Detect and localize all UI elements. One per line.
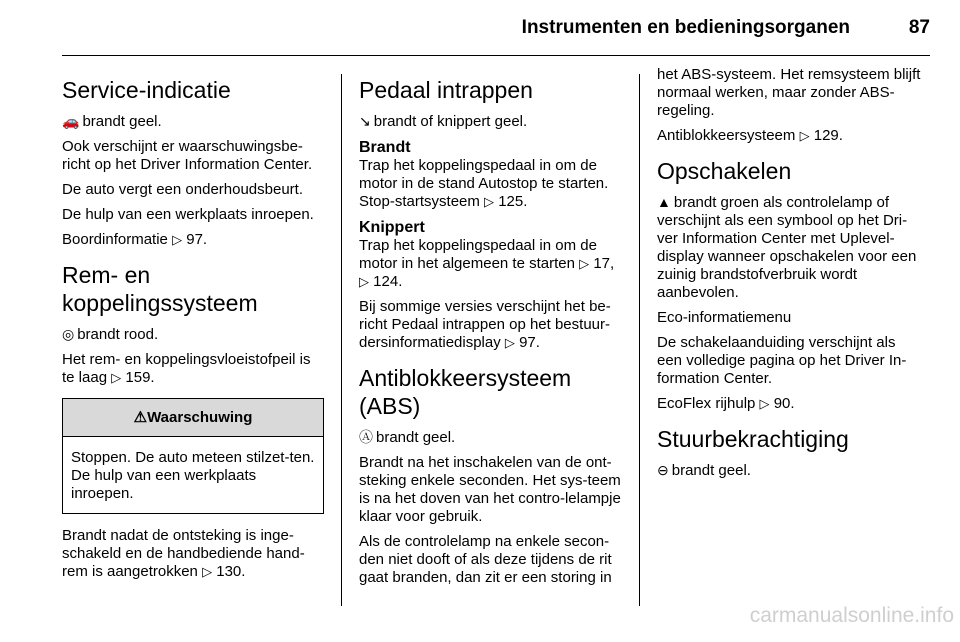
pedal-indicator-line: ↘ brandt of knippert geel. xyxy=(359,113,528,130)
brake-indicator-line: ◎ brandt rood. xyxy=(62,326,159,343)
column-3 xyxy=(657,66,922,487)
page-ref-icon: ▷ xyxy=(202,564,213,579)
column-2 xyxy=(359,66,621,594)
shift-up-icon: ▲ xyxy=(657,194,671,210)
service-p3: De hulp van een werkplaats inroepen. xyxy=(62,206,314,223)
subheading-brandt: Brandt xyxy=(359,139,411,156)
service-indicator-line: 🚗 brandt geel. xyxy=(62,113,162,130)
abs-p2: Als de controlelamp na enkele secon-den niet dooft of als deze tijdens de rit gaat branden, dan zit er een storing in xyxy=(359,533,612,586)
section-heading-pedal: Pedaal intrappen xyxy=(359,77,533,103)
abs-ref: Antiblokkeersysteem ▷ 129. xyxy=(657,127,843,144)
pedal-sub1-text: Trap het koppelingspedaal in om de motor in de stand Autostop te starten. Stop-startsysteem ▷ 125. xyxy=(359,157,609,210)
abs-p1: Brandt na het inschakelen van de ont-steking enkele seconden. Het sys-teem is na het doven van het contro-lelampje klaar voor gebruik. xyxy=(359,454,621,525)
page-ref-icon: ▷ xyxy=(172,232,183,247)
wrench-car-icon: 🚗 xyxy=(62,113,80,129)
pedal-icon: ↘ xyxy=(359,113,371,129)
service-p1: Ook verschijnt er waarschuwingsbe-richt op het Driver Information Center. xyxy=(62,138,313,173)
shift-p3: EcoFlex rijhulp ▷ 90. xyxy=(657,395,795,412)
steering-warning-icon: ⊖ xyxy=(657,462,669,478)
section-heading-shift: Opschakelen xyxy=(657,158,792,184)
brake-warning-icon: ◎ xyxy=(62,326,75,342)
header-divider xyxy=(62,55,930,56)
page-ref-icon: ▷ xyxy=(504,335,515,350)
section-heading-service: Service-indicatie xyxy=(62,77,231,103)
warning-header: ⚠Waarschuwing xyxy=(63,399,323,437)
abs-icon: Ⓐ xyxy=(359,429,373,445)
page-ref-icon: ▷ xyxy=(484,194,495,209)
service-p2: De auto vergt een onderhoudsbeurt. xyxy=(62,181,304,198)
shift-indicator-line: ▲ brandt groen als controlelamp of verschijnt als een symbool op het Dri-ver Information Center met Uplevel-display wanneer opschakelen voor een zuinig brandstofverbruik wordt aanbevolen. xyxy=(657,194,917,301)
column-divider-2 xyxy=(639,74,640,606)
section-heading-brake: Rem- en koppelingssysteem xyxy=(62,262,258,316)
section-heading-steering: Stuurbekrachtiging xyxy=(657,426,849,452)
subheading-knippert: Knippert xyxy=(359,219,425,236)
service-p4: Boordinformatie ▷ 97. xyxy=(62,231,208,248)
column-divider-1 xyxy=(341,74,342,606)
shift-p1: Eco-informatiemenu xyxy=(657,309,792,326)
warning-body: Stoppen. De auto meteen stilzet-ten. De hulp van een werkplaats inroepen. xyxy=(71,449,315,502)
shift-p2: De schakelaanduiding verschijnt als een volledige pagina op het Driver In-formation Center. xyxy=(657,334,907,387)
steering-indicator-line: ⊖ brandt geel. xyxy=(657,462,751,479)
page-ref-icon: ▷ xyxy=(799,128,810,143)
page-ref-icon: ▷ xyxy=(579,256,590,271)
pedal-sub2-text: Trap het koppelingspedaal in om de motor in het algemeen te starten ▷ 17, ▷ 124. xyxy=(359,237,615,290)
watermark: carmanualsonline.info xyxy=(749,604,954,627)
page-number: 87 xyxy=(908,17,930,38)
after-warning-text: Brandt nadat de ontsteking is inge-schakeld en de handbediende hand-rem is aangetrokken ▷ 130. xyxy=(62,527,305,580)
brake-p1: Het rem- en koppelingsvloeistofpeil is te laag ▷ 159. xyxy=(62,351,311,386)
abs-continued: het ABS-systeem. Het remsysteem blijft normaal werken, maar zonder ABS-regeling. xyxy=(657,66,921,119)
column-1 xyxy=(62,66,324,588)
page-ref-icon: ▷ xyxy=(111,370,122,385)
section-heading-abs: Antiblokkeersysteem (ABS) xyxy=(359,365,572,419)
warning-box xyxy=(62,398,324,514)
page-header-title: Instrumenten en bedieningsorganen xyxy=(521,17,850,38)
pedal-extra-text: Bij sommige versies verschijnt het be-richt Pedaal intrappen op het bestuur-dersinformatiedisplay ▷ 97. xyxy=(359,298,611,351)
warning-triangle-icon: ⚠ xyxy=(133,409,148,426)
page-ref-icon: ▷ xyxy=(759,396,770,411)
page-ref-icon: ▷ xyxy=(359,274,369,289)
abs-indicator-line: Ⓐ brandt geel. xyxy=(359,429,456,446)
